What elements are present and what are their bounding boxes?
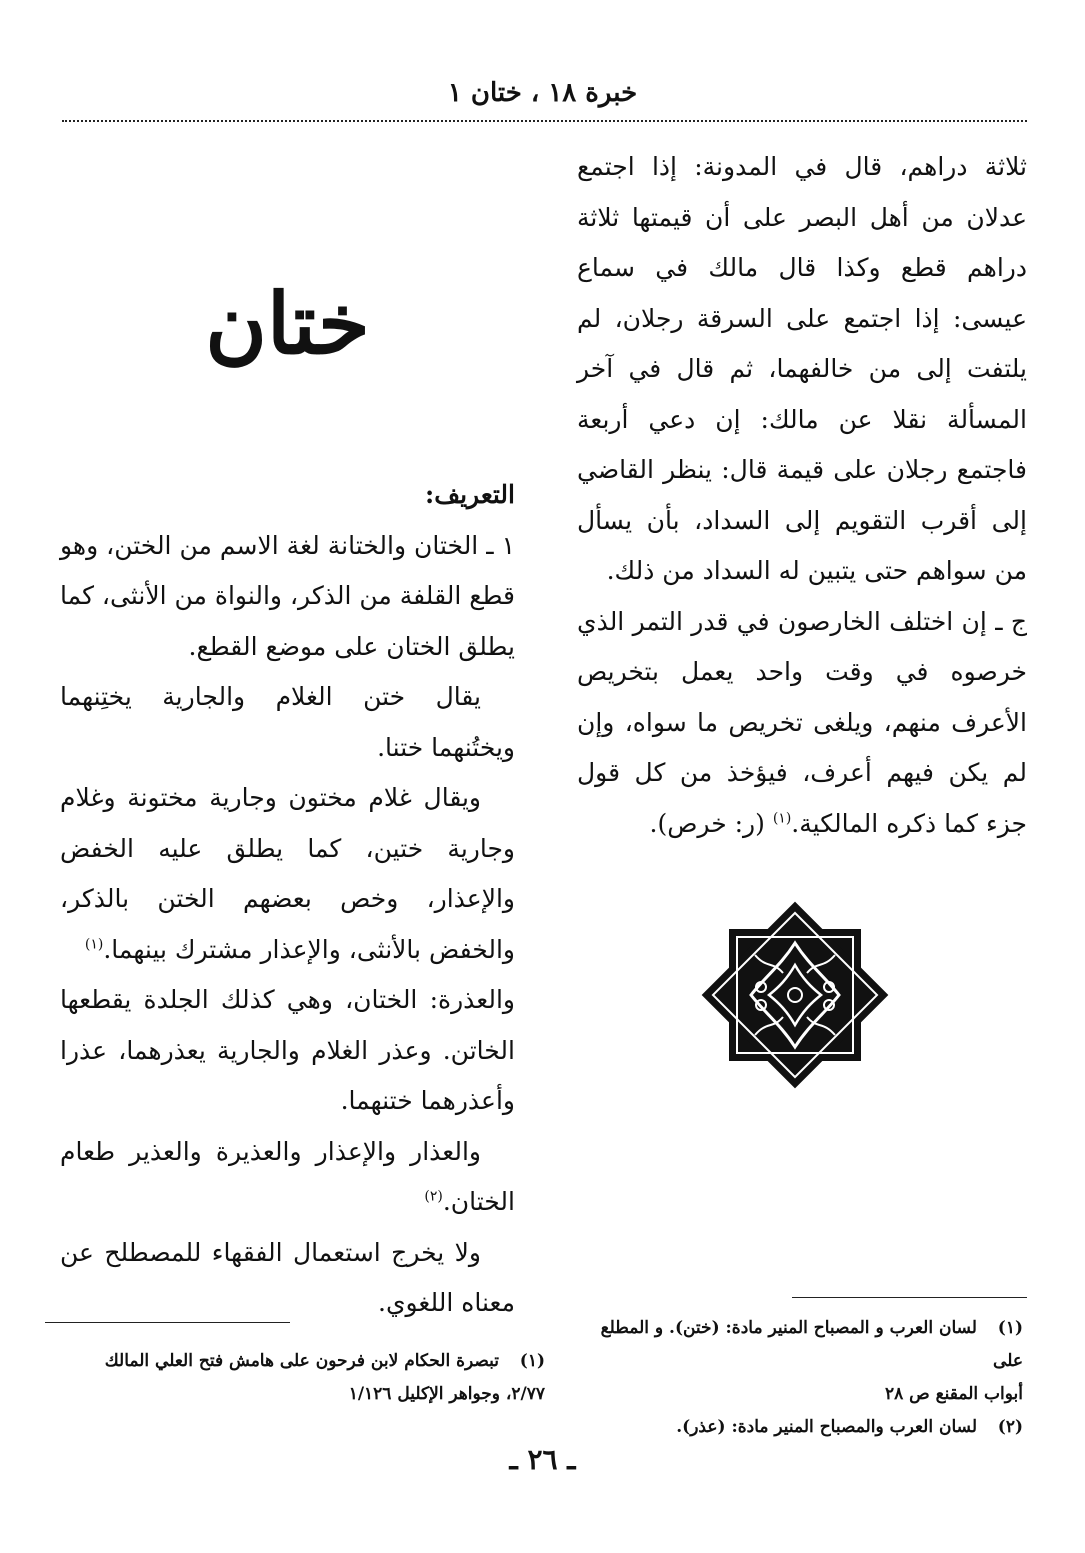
footnote-continuation: أبواب المقنع ص ٢٨ bbox=[884, 1384, 1023, 1404]
paragraph-verb-forms: يقال ختن الغلام والجارية يختِنهما ويختُنهما ختنا. bbox=[60, 682, 515, 762]
page-number: ـ ٢٦ ـ bbox=[509, 1443, 576, 1476]
footnote bbox=[573, 1411, 1023, 1444]
footnotes-right bbox=[573, 1312, 1023, 1444]
paragraph-estimators bbox=[577, 597, 1027, 850]
paragraph-prices: ثلاثة دراهم، قال في المدونة: إذا اجتمع عدلان من أهل البصر على أن قيمتها ثلاثة دراهم قطع وكذا قال مالك في سماع عيسى: إذا اجتمع على السرقة رجلان، لم يلتفت إلى من خالفهما، ثم قال في آخر المسألة نقلا عن مالك: إن دعي أربعة فاجتمع رجلان على قيمة قال: ينظر القاضي إلى أقرب التقويم إلى السداد، بأن يسأل من سواهم حتى يتبين له السداد من ذلك. bbox=[577, 152, 1027, 585]
running-header: خبرة ١٨ ، ختان ١ bbox=[447, 78, 638, 108]
paragraph-feast-text: والعذار والإعذار والعذيرة والعذير طعام الختان. bbox=[60, 1136, 515, 1216]
footnote-ref: (١) bbox=[772, 810, 792, 827]
cross-reference: (ر: خرص). bbox=[649, 808, 773, 838]
left-column bbox=[60, 142, 515, 1329]
footnote-number: (٢) bbox=[997, 1417, 1023, 1437]
definition-heading: التعريف: bbox=[424, 480, 515, 509]
star-arabesque-ornament-icon bbox=[700, 900, 890, 1090]
footnote-ref: (٢) bbox=[424, 1188, 443, 1205]
paragraph-estimators-text: ج ـ إن اختلف الخارصون في قدر التمر الذي خرصوه في وقت واحد يعمل بتخريص الأعرف منهم، ويلغى تخريص ما سواه، وإن لم يكن فيهم أعرف، فيؤخذ من كل قول جزء كما ذكره المالكية. bbox=[577, 606, 1027, 838]
footnote bbox=[573, 1312, 1023, 1378]
right-column bbox=[577, 142, 1027, 849]
header-divider bbox=[62, 120, 1027, 122]
footnote-divider-left bbox=[45, 1322, 290, 1323]
footnote-number: (١) bbox=[997, 1318, 1023, 1338]
footnote bbox=[65, 1345, 545, 1411]
footnotes-left bbox=[65, 1345, 545, 1411]
footnote-ref: (١) bbox=[84, 936, 104, 953]
paragraph-usage: ولا يخرج استعمال الفقهاء للمصطلح عن معناه اللغوي. bbox=[60, 1237, 515, 1317]
entry-title: ختان bbox=[205, 274, 370, 373]
paragraph-feast bbox=[60, 1127, 515, 1228]
paragraph-synonyms bbox=[60, 773, 515, 975]
footnote-text: تبصرة الحكام لابن فرحون على هامش فتح العلي المالك ٢/٧٧، وجواهر الإكليل ١/١٢٦ bbox=[104, 1351, 545, 1404]
footnote-text: لسان العرب و المصباح المنير مادة: (ختن). و المطلع على bbox=[600, 1318, 1023, 1371]
footnote-number: (١) bbox=[519, 1351, 545, 1371]
paragraph-synonyms-text: ويقال غلام مختون وجارية مختونة وغلام وجارية ختين، كما يطلق عليه الخفض والإعذار، وخص بعضهم الختن بالذكر، والخفض بالأنثى، والإعذار مشترك بينهما. bbox=[60, 783, 515, 964]
paragraph-definition: ١ ـ الختان والختانة لغة الاسم من الختن، وهو قطع القلفة من الذكر، والنواة من الأنثى، كما يطلق الختان على موضع القطع. bbox=[60, 530, 515, 661]
paragraph-udhra: والعذرة: الختان، وهي كذلك الجلدة يقطعها الخاتن. وعذر الغلام والجارية يعذرهما، عذرا وأعذرهما ختنهما. bbox=[60, 985, 515, 1115]
footnote-text: لسان العرب والمصباح المنير مادة: (عذر). bbox=[676, 1417, 977, 1437]
footnote-divider-right bbox=[792, 1297, 1027, 1298]
